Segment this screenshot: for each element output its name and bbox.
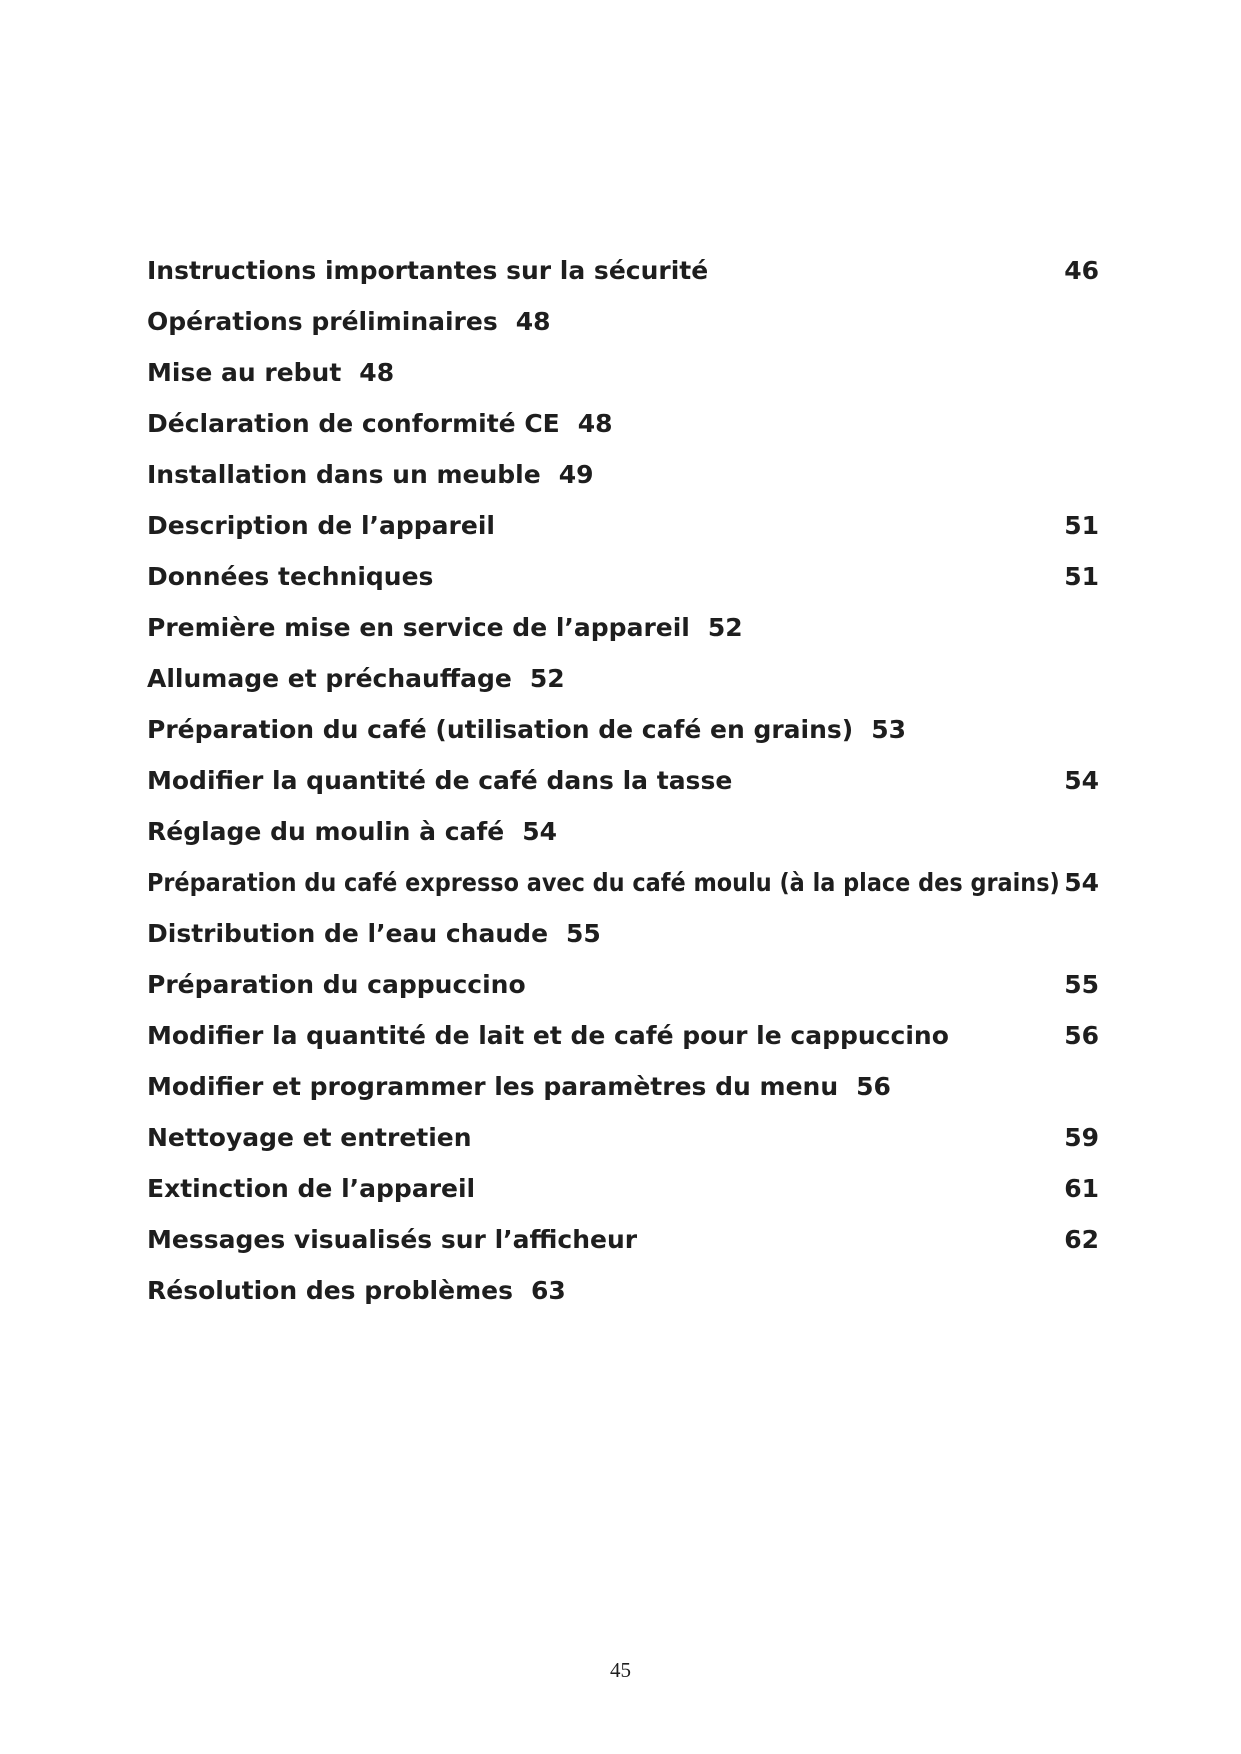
toc-entry-page-number: 48 (515, 307, 551, 336)
toc-entry-title: Résolution des problèmes (147, 1276, 513, 1305)
toc-entry-title: Mise au rebut (147, 358, 342, 387)
toc-entry (147, 857, 1099, 908)
toc-entry (147, 398, 1099, 449)
toc-entry-page-number: 62 (1064, 1225, 1099, 1254)
toc-entry-page-number: 59 (1064, 1123, 1099, 1152)
toc-entry (147, 296, 1099, 347)
toc-entry-title: Réglage du moulin à café (147, 817, 505, 846)
page-number: 45 (610, 1658, 631, 1682)
toc-entry-page-number: 48 (577, 409, 613, 438)
toc-entry-title: Messages visualisés sur l’afficheur (147, 1225, 638, 1254)
toc-entry (147, 1265, 1099, 1316)
toc-entry (147, 347, 1099, 398)
toc-entry-title: Opérations préliminaires (147, 307, 498, 336)
toc-entry (147, 1010, 1099, 1061)
toc-entry-title: Données techniques (147, 562, 434, 591)
toc-entry (147, 1214, 1099, 1265)
table-of-contents (147, 245, 1099, 1316)
toc-entry-page-number: 49 (558, 460, 594, 489)
toc-entry (147, 245, 1099, 296)
toc-entry (147, 500, 1099, 551)
toc-entry (147, 704, 1099, 755)
toc-entry-page-number: 48 (359, 358, 395, 387)
toc-entry-title: Description de l’appareil (147, 511, 495, 540)
toc-entry (147, 551, 1099, 602)
toc-entry (147, 1112, 1099, 1163)
toc-entry (147, 959, 1099, 1010)
toc-entry (147, 602, 1099, 653)
toc-entry-page-number: 63 (530, 1276, 566, 1305)
toc-entry-page-number: 61 (1064, 1174, 1099, 1203)
toc-entry (147, 806, 1099, 857)
toc-entry-title: Instructions importantes sur la sécurité (147, 256, 709, 285)
toc-entry (147, 755, 1099, 806)
toc-entry-page-number: 54 (1064, 868, 1099, 897)
toc-entry-page-number: 46 (1064, 256, 1099, 285)
toc-entry-page-number: 51 (1064, 562, 1099, 591)
toc-entry-page-number: 55 (566, 919, 601, 948)
toc-entry-page-number: 53 (871, 715, 907, 744)
toc-entry (147, 1163, 1099, 1214)
toc-entry-title: Nettoyage et entretien (147, 1123, 472, 1152)
toc-entry-title: Extinction de l’appareil (147, 1174, 476, 1203)
toc-entry-title: Préparation du café (utilisation de café en grains) (147, 715, 854, 744)
toc-entry-page-number: 52 (529, 664, 565, 693)
toc-entry-title: Déclaration de conformité CE (147, 409, 560, 438)
toc-entry-title: Première mise en service de l’appareil (147, 613, 690, 642)
toc-entry-page-number: 55 (1064, 970, 1099, 999)
toc-entry-title: Installation dans un meuble (147, 460, 541, 489)
toc-entry-title: Modifier la quantité de lait et de café pour le cappuccino (147, 1021, 949, 1050)
toc-entry-page-number: 51 (1064, 511, 1099, 540)
toc-entry-title: Allumage et préchauffage (147, 664, 512, 693)
toc-entry-title: Modifier la quantité de café dans la tasse (147, 766, 733, 795)
toc-entry-page-number: 56 (856, 1072, 891, 1101)
toc-entry (147, 1061, 1099, 1112)
toc-entry-title: Distribution de l’eau chaude (147, 919, 549, 948)
toc-entry-title: Modifier et programmer les paramètres du menu (147, 1072, 839, 1101)
toc-entry (147, 449, 1099, 500)
toc-entry-page-number: 52 (707, 613, 743, 642)
toc-entry-page-number: 56 (1064, 1021, 1099, 1050)
toc-entry-page-number: 54 (522, 817, 558, 846)
toc-entry-title: Préparation du café expresso avec du café moulu (à la place des grains) (147, 868, 1060, 897)
toc-entry-page-number: 54 (1064, 766, 1099, 795)
toc-entry-title: Préparation du cappuccino (147, 970, 526, 999)
toc-entry (147, 653, 1099, 704)
toc-entry (147, 908, 1099, 959)
